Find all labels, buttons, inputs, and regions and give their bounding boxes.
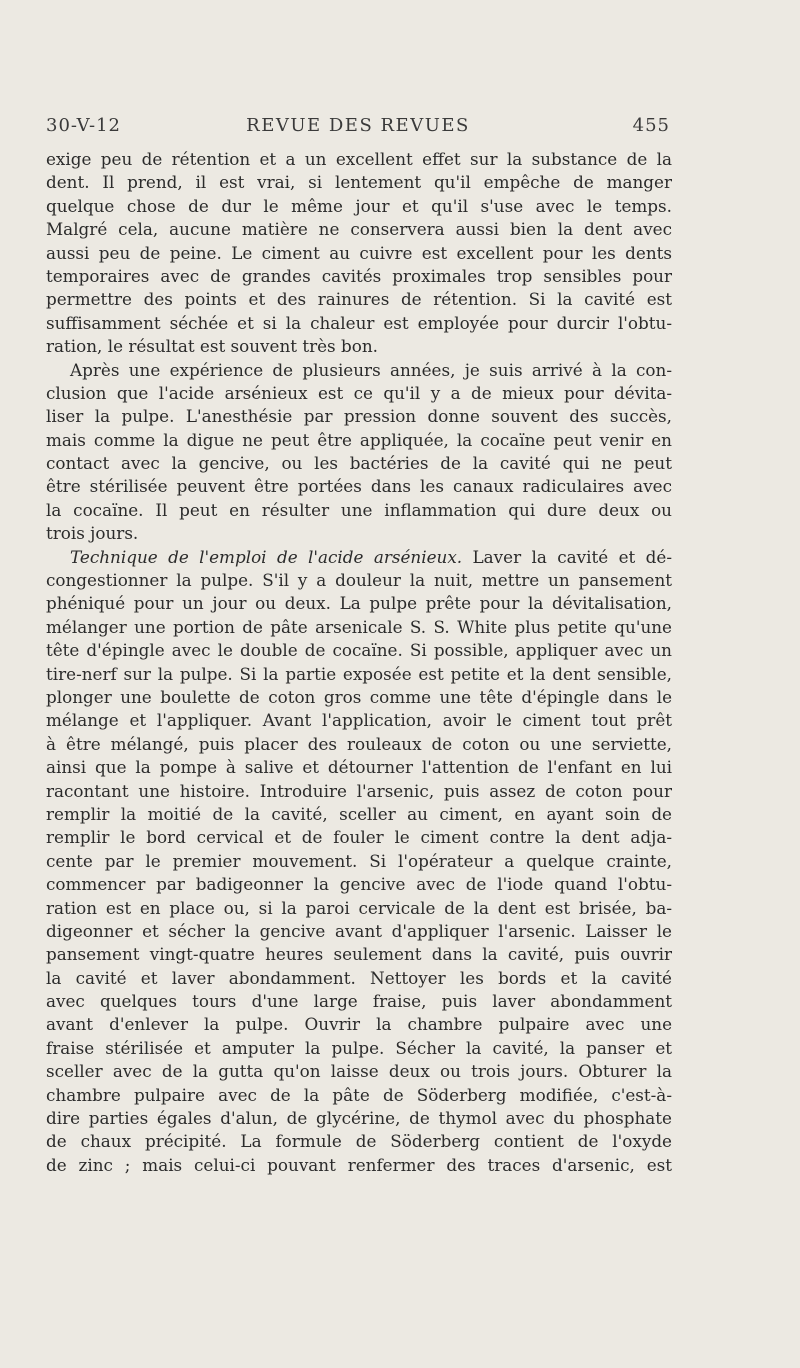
text-line: trois jours. [46, 523, 139, 544]
text-line: avec quelques tours d'une large fraise, puis laver abondamment [46, 991, 672, 1012]
body-text [46, 148, 672, 1177]
text-line: chambre pulpaire avec de la pâte de Söderberg modifiée, c'est-à- [46, 1084, 672, 1105]
text-line: dire parties égales d'alun, de glycérine, de thymol avec du phosphate [46, 1108, 672, 1129]
text-line: plonger une boulette de coton gros comme une tête d'épingle dans le [46, 686, 672, 707]
text-line: mais comme la digue ne peut être appliquée, la cocaïne peut venir en [46, 429, 672, 450]
text-line: Malgré cela, aucune matière ne conservera aussi bien la dent avec [46, 219, 672, 240]
text-line: racontant une histoire. Introduire l'arsenic, puis assez de coton pour [46, 780, 672, 801]
text-line: cente par le premier mouvement. Si l'opérateur a quelque crainte, [46, 850, 672, 871]
text-line: liser la pulpe. L'anesthésie par pression donne souvent des succès, [46, 406, 672, 427]
text-line: dent. Il prend, il est vrai, si lentement qu'il empêche de manger [46, 172, 672, 193]
section-heading-line: Technique de l'emploi de l'acide arsénieux. Laver la cavité et dé- [70, 546, 672, 567]
text-line: la cavité et laver abondamment. Nettoyer les bords et la cavité [46, 967, 672, 988]
header-date: 30-V-12 [46, 115, 122, 136]
paragraph-start-line: Après une expérience de plusieurs années, je suis arrivé à la con- [70, 359, 672, 380]
text-line: ration est en place ou, si la paroi cervicale de la dent est brisée, ba- [46, 897, 672, 918]
text-line: digeonner et sécher la gencive avant d'appliquer l'arsenic. Laisser le [46, 920, 672, 941]
text-line: contact avec la gencive, ou les bactéries de la cavité qui ne peut [46, 453, 672, 474]
text-line: clusion que l'acide arsénieux est ce qu'il y a de mieux pour dévita- [46, 382, 672, 403]
running-header [46, 115, 670, 141]
text-line: être stérilisée peuvent être portées dans les canaux radiculaires avec [46, 476, 672, 497]
page-number: 455 [632, 115, 670, 136]
text-line: mélange et l'appliquer. Avant l'application, avoir le ciment tout prêt [46, 710, 672, 731]
header-title: REVUE DES REVUES [246, 115, 470, 136]
text-line: de chaux précipité. La formule de Söderberg contient de l'oxyde [46, 1131, 672, 1152]
text-line: avant d'enlever la pulpe. Ouvrir la chambre pulpaire avec une [46, 1014, 672, 1035]
text-line: à être mélangé, puis placer des rouleaux de coton ou une serviette, [46, 733, 672, 754]
text-line: la cocaïne. Il peut en résulter une inflammation qui dure deux ou [46, 499, 672, 520]
text-line: quelque chose de dur le même jour et qu'il s'use avec le temps. [46, 195, 672, 216]
text-line: suffisamment séchée et si la chaleur est employée pour durcir l'obtu- [46, 312, 672, 333]
text-line: ration, le résultat est souvent très bon. [46, 336, 378, 357]
text-line: ainsi que la pompe à salive et détourner l'attention de l'enfant en lui [46, 757, 672, 778]
text-line: mélanger une portion de pâte arsenicale S. S. White plus petite qu'une [46, 616, 672, 637]
text-line: exige peu de rétention et a un excellent effet sur la substance de la [46, 149, 672, 169]
text-line: aussi peu de peine. Le ciment au cuivre est excellent pour les dents [46, 242, 672, 263]
text-line: permettre des points et des rainures de rétention. Si la cavité est [46, 289, 672, 310]
text-line: temporaires avec de grandes cavités proximales trop sensibles pour [46, 265, 672, 286]
text-line: phéniqué pour un jour ou deux. La pulpe prête pour la dévitalisation, [46, 593, 672, 614]
text-line: congestionner la pulpe. S'il y a douleur la nuit, mettre un pansement [46, 570, 672, 591]
text-line: remplir la moitié de la cavité, sceller au ciment, en ayant soin de [46, 803, 672, 824]
text-line: sceller avec de la gutta qu'on laisse deux ou trois jours. Obturer la [46, 1061, 672, 1082]
text-line: tête d'épingle avec le double de cocaïne. Si possible, appliquer avec un [46, 640, 672, 661]
text-line: commencer par badigeonner la gencive avec de l'iode quand l'obtu- [46, 874, 672, 895]
text-line: tire-nerf sur la pulpe. Si la partie exposée est petite et la dent sensible, [46, 663, 672, 684]
text-line: fraise stérilisée et amputer la pulpe. Sécher la cavité, la panser et [46, 1037, 672, 1058]
text-line: pansement vingt-quatre heures seulement dans la cavité, puis ouvrir [46, 944, 672, 965]
text-line: de zinc ; mais celui-ci pouvant renfermer des traces d'arsenic, est [46, 1154, 672, 1175]
italic-heading: Technique de l'emploi de l'acide arsénieux. [70, 546, 463, 567]
text-line: remplir le bord cervical et de fouler le ciment contre la dent adja- [46, 827, 672, 848]
